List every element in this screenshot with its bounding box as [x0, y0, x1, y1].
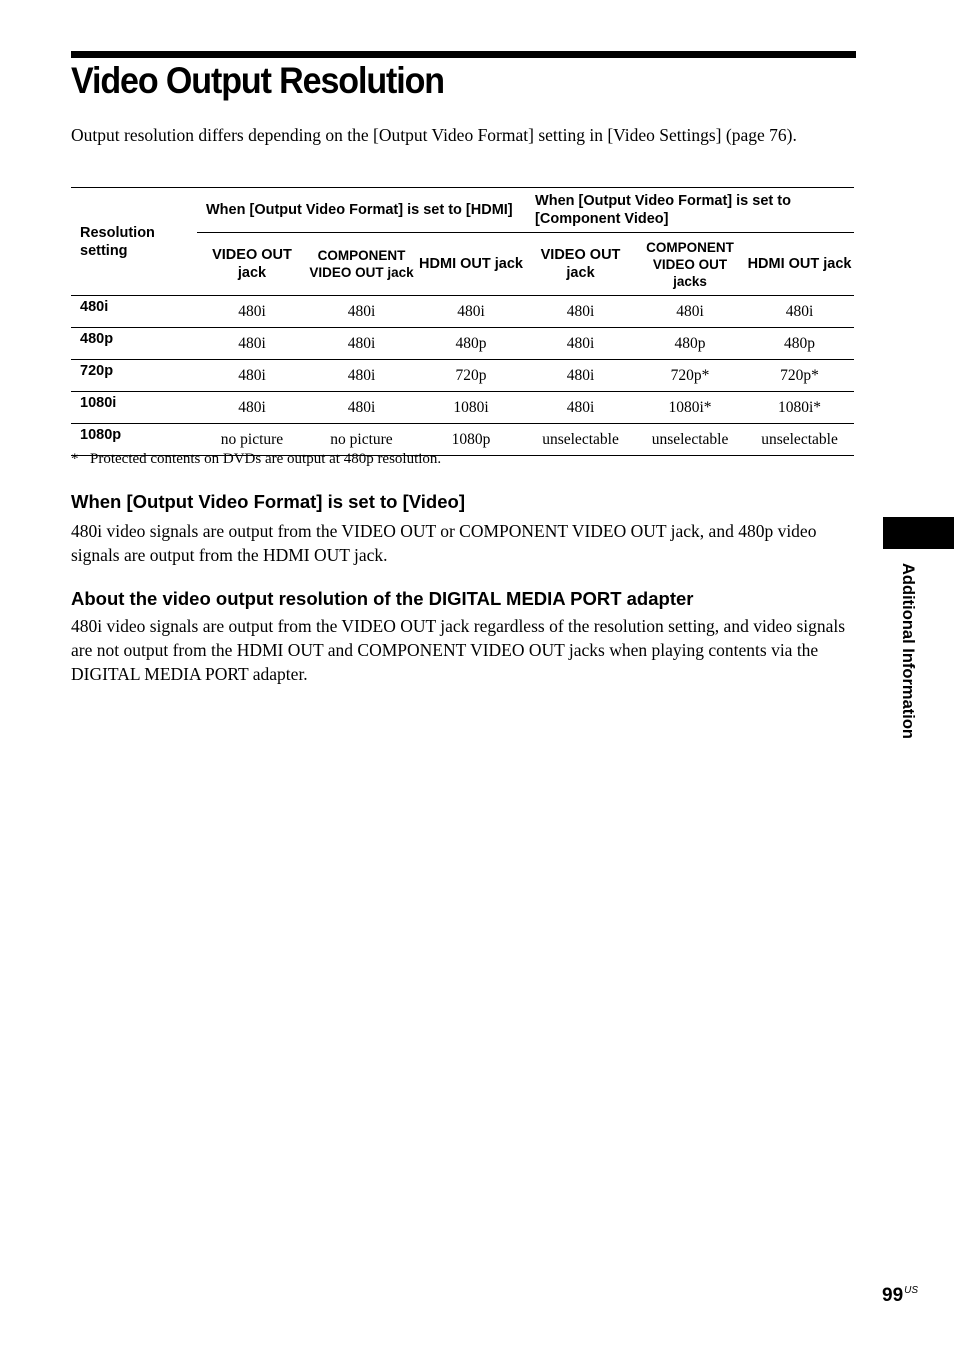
table-footnote [71, 451, 441, 468]
resolution-table [71, 187, 854, 456]
footnote-mark: * [71, 451, 79, 467]
section-heading-video: When [Output Video Format] is set to [Video] [71, 491, 465, 512]
column-header: HDMI OUT jack [416, 233, 526, 296]
group-header-component: When [Output Video Format] is set to [Component Video] [526, 188, 854, 233]
section-heading-dmport: About the video output resolution of the DIGITAL MEDIA PORT adapter [71, 588, 694, 609]
column-header: HDMI OUT jack [745, 233, 854, 296]
row-label: 1080i [71, 392, 197, 424]
table-cell: 480i [526, 392, 635, 424]
table-cell: 480i [526, 328, 635, 360]
table-row [71, 296, 854, 328]
page-number-suffix: US [904, 1285, 919, 1296]
row-label: 480p [71, 328, 197, 360]
side-tab-label: Additional Information [899, 563, 917, 739]
table-cell: 480i [197, 392, 307, 424]
section-body-video: 480i video signals are output from the VIDEO OUT or COMPONENT VIDEO OUT jack, and 480p video signals are output from the HDMI OUT jack. [71, 521, 817, 565]
footnote-text: Protected contents on DVDs are output at 480p resolution. [90, 451, 442, 467]
title-rule [71, 51, 856, 58]
table-cell: 480i [307, 328, 416, 360]
table-cell: 480p [635, 328, 745, 360]
table-cell: 1080p [416, 424, 526, 456]
column-header: VIDEO OUT jack [526, 233, 635, 296]
table-cell: no picture [307, 424, 416, 456]
column-header: COMPONENT VIDEO OUT jacks [635, 233, 745, 296]
table-row [71, 360, 854, 392]
intro-paragraph: Output resolution differs depending on the [Output Video Format] setting in [Video Settings] (page 76). [71, 125, 797, 145]
table-cell: 1080i* [745, 392, 854, 424]
table-cell: 480i [526, 360, 635, 392]
group-header-hdmi: When [Output Video Format] is set to [HDMI] [197, 188, 526, 233]
table-cell: 480i [197, 360, 307, 392]
table-cell: unselectable [745, 424, 854, 456]
table-cell: 720p [416, 360, 526, 392]
column-header: VIDEO OUT jack [197, 233, 307, 296]
table-cell: 720p* [745, 360, 854, 392]
table-cell: no picture [197, 424, 307, 456]
table-cell: 480i [635, 296, 745, 328]
row-label: 480i [71, 296, 197, 328]
table-cell: 480i [197, 328, 307, 360]
table-cell: 480i [307, 360, 416, 392]
row-label: 1080p [71, 424, 197, 456]
table-cell: 480p [416, 328, 526, 360]
section-body-dmport: 480i video signals are output from the VIDEO OUT jack regardless of the resolution setting, and video signals are not output from the HDMI OUT and COMPONENT VIDEO OUT jacks when playing contents via the DIGITAL MEDIA PORT adapter. [71, 616, 846, 684]
table-cell: 720p* [635, 360, 745, 392]
table-cell: 1080i [416, 392, 526, 424]
table-cell: 480i [416, 296, 526, 328]
table-corner-label: Resolution setting [71, 188, 197, 296]
table-cell: 480p [745, 328, 854, 360]
row-label: 720p [71, 360, 197, 392]
column-header: COMPONENT VIDEO OUT jack [307, 233, 416, 296]
side-tab-marker [883, 517, 954, 549]
page-number [882, 1285, 918, 1307]
table-row [71, 392, 854, 424]
table-cell: 480i [307, 392, 416, 424]
page-number-value: 99 [882, 1285, 904, 1306]
page-title: Video Output Resolution [71, 60, 444, 101]
table-cell: unselectable [635, 424, 745, 456]
table-cell: 480i [745, 296, 854, 328]
table-cell: 480i [197, 296, 307, 328]
table-row [71, 328, 854, 360]
table-cell: 1080i* [635, 392, 745, 424]
table-cell: 480i [526, 296, 635, 328]
table-cell: 480i [307, 296, 416, 328]
table-cell: unselectable [526, 424, 635, 456]
